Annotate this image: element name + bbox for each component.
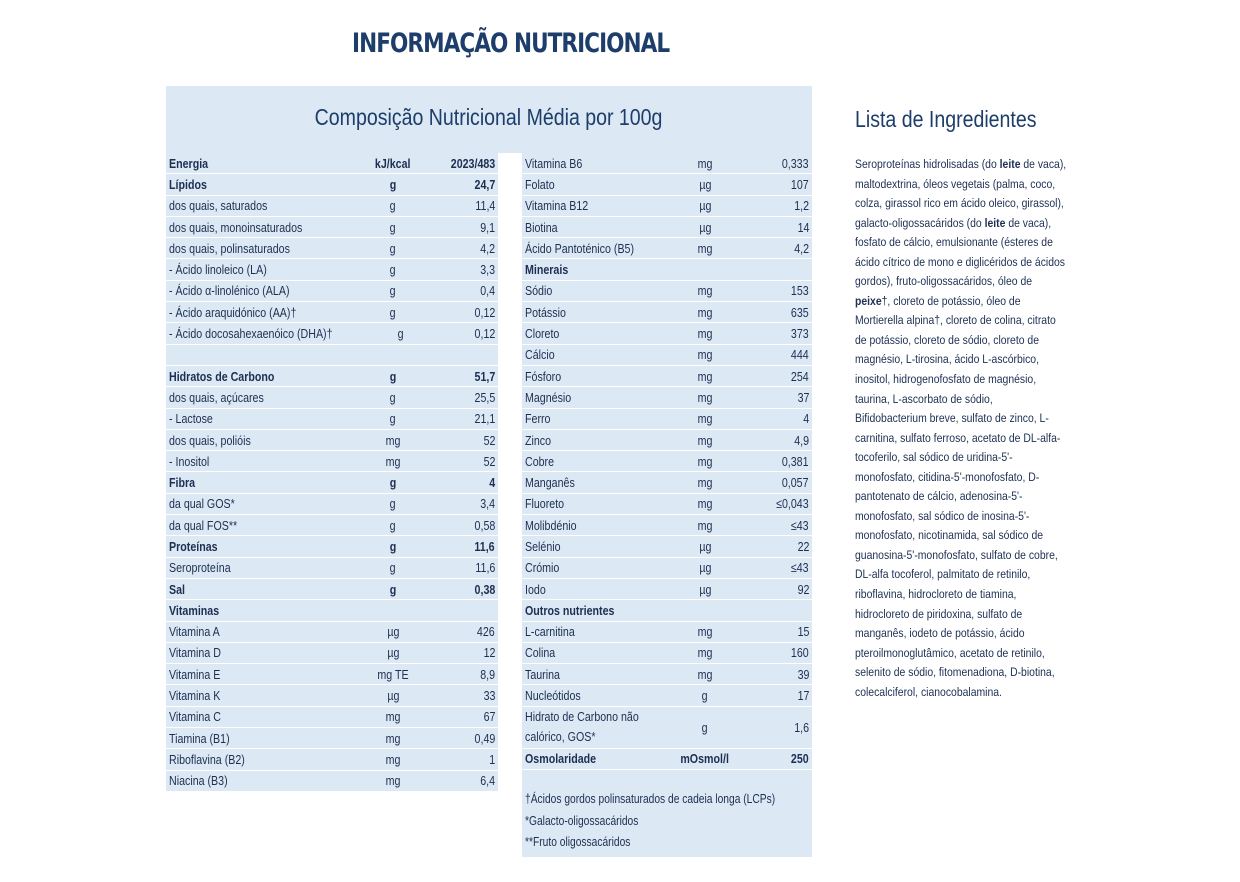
table-row <box>166 409 498 430</box>
nutrient-value: 0,4 <box>480 283 495 299</box>
nutrient-name: Hidratos de Carbono <box>169 368 275 384</box>
nutrient-unit: mg <box>697 645 713 661</box>
table-row <box>522 366 812 387</box>
nutrient-unit <box>670 603 740 618</box>
nutrient-value: 11,6 <box>475 560 495 576</box>
nutrient-unit: g <box>389 176 397 192</box>
table-row <box>522 685 812 706</box>
nutrient-value: 4 <box>489 475 495 491</box>
nutrient-value: 14 <box>797 219 809 235</box>
nutrient-name: Sal <box>169 581 186 597</box>
nutrient-name: Molibdénio <box>525 517 577 533</box>
table-row <box>166 196 498 217</box>
nutrient-unit: g <box>390 560 396 576</box>
nutrient-name: Niacina (B3) <box>169 773 228 789</box>
nutrient-unit: µg <box>386 624 400 640</box>
footnote-fos: **Fruto oligossacáridos <box>525 835 631 850</box>
ingredients-line: colecalciferol, cianocobalamina. <box>855 684 1002 699</box>
nutrient-unit: g <box>390 389 396 405</box>
table-row <box>166 153 498 174</box>
nutrient-name: Proteínas <box>169 538 218 554</box>
nutrient-unit <box>358 603 428 618</box>
nutrient-value: 4,2 <box>794 240 809 256</box>
nutrient-name: Sódio <box>525 283 553 299</box>
nutrient-value: 1 <box>489 751 495 767</box>
nutrient-unit: µg <box>698 176 712 192</box>
ingredients-line: guanosina-5'-monofosfato, sulfato de cobre, <box>855 547 1058 562</box>
nutrient-value: 635 <box>791 304 809 320</box>
table-row <box>166 643 498 664</box>
nutrient-name: Vitamina B6 <box>525 155 583 171</box>
ingredients-line: magnésio, L-tirosina, ácido L-ascórbico, <box>855 352 1039 367</box>
table-row <box>166 430 498 451</box>
table-row <box>166 259 498 280</box>
nutrient-value: 9,1 <box>480 219 495 235</box>
table-row <box>522 749 812 770</box>
ingredients-line: taurina, L-ascorbato de sódio, <box>855 391 993 406</box>
table-row <box>522 387 812 408</box>
ingredients-line: Seroproteínas hidrolisadas (do leite de vaca), <box>855 157 1067 171</box>
ingredients-line: selenito de sódio, fitomenadiona, D-biotina, <box>855 665 1055 680</box>
ingredients-list <box>855 155 1115 702</box>
nutrient-value: 0,333 <box>782 155 809 171</box>
table-row <box>522 174 812 195</box>
nutrient-value: 0,12 <box>474 326 495 342</box>
ingredients-line: Bifidobacterium breve, sulfato de zinco, L- <box>855 411 1049 426</box>
nutrient-value: 0,38 <box>474 581 495 597</box>
nutrient-name: Manganês <box>525 475 575 491</box>
nutrient-name: Selénio <box>525 538 561 554</box>
table-row <box>166 728 498 749</box>
table-row <box>166 707 498 728</box>
table-row <box>522 217 812 238</box>
nutrient-value: 444 <box>791 347 809 363</box>
nutrient-unit: mg <box>697 326 713 342</box>
table-row <box>522 558 812 579</box>
footnote-gos: *Galacto-oligossacáridos <box>525 813 639 828</box>
nutrient-name: Riboflavina (B2) <box>169 751 245 767</box>
nutrient-unit: g <box>390 262 396 278</box>
nutrient-name: Tiamina (B1) <box>169 730 230 746</box>
nutrient-unit: µg <box>698 560 712 576</box>
nutrient-value: 4 <box>803 411 809 427</box>
nutrient-name: Ácido Pantoténico (B5) <box>525 240 635 256</box>
nutrient-value: 426 <box>477 624 495 640</box>
table-row <box>522 494 812 515</box>
nutrient-unit: µg <box>386 645 400 661</box>
nutrient-unit: mOsmol/l <box>680 751 730 767</box>
nutrient-name: - Ácido α-linolénico (ALA) <box>169 283 290 299</box>
nutrient-unit: µg <box>698 581 712 597</box>
table-row <box>166 685 498 706</box>
nutrient-value: 92 <box>797 581 809 597</box>
table-row <box>522 345 812 366</box>
table-row <box>522 409 812 430</box>
nutrient-name: Vitamina E <box>169 666 221 682</box>
nutrient-name: Energia <box>169 155 209 171</box>
nutrient-value: 373 <box>791 326 809 342</box>
nutrient-name: Fluoreto <box>525 496 565 512</box>
nutrient-name: Vitamina B12 <box>525 198 589 214</box>
nutrient-value: 250 <box>791 751 809 767</box>
nutrient-unit: g <box>389 368 397 384</box>
nutrient-name: - Ácido linoleico (LA) <box>169 262 267 278</box>
nutrient-unit: mg <box>697 517 713 533</box>
nutrient-unit: mg <box>697 496 713 512</box>
nutrient-name: - Lactose <box>169 411 213 427</box>
nutrient-name: Biotina <box>525 219 558 235</box>
nutrient-value: 4,2 <box>480 240 495 256</box>
nutrient-unit <box>358 347 428 362</box>
nutrient-unit: g <box>389 475 397 491</box>
nutrient-value <box>428 347 498 362</box>
nutrient-value: 52 <box>483 432 495 448</box>
ingredients-line: tocoferilo, sal sódico de uridina-5'- <box>855 450 1013 465</box>
nutrient-value: ≤0,043 <box>776 496 809 512</box>
ingredients-line: carnitina, sulfato ferroso, acetato de DL-alfa- <box>855 430 1061 445</box>
ingredients-line: hidrocloreto de piridoxina, sulfato de <box>855 606 1023 621</box>
ingredients-line: gordos), fruto-oligossacáridos, óleo de <box>855 274 1033 289</box>
nutrient-unit: mg <box>697 475 713 491</box>
nutrient-unit: mg <box>697 666 713 682</box>
table-row <box>522 196 812 217</box>
nutrient-value: 160 <box>791 645 809 661</box>
nutrient-unit: kJ/kcal <box>375 155 411 171</box>
nutrient-name: Cálcio <box>525 347 555 363</box>
nutrient-value: 39 <box>797 666 809 682</box>
nutrient-value: 67 <box>483 709 495 725</box>
nutrient-name: Iodo <box>525 581 546 597</box>
nutrient-unit: mg TE <box>377 666 409 682</box>
nutrient-name: Fibra <box>169 475 196 491</box>
nutrition-table-right <box>522 153 812 857</box>
table-row <box>166 494 498 515</box>
nutrient-unit: mg <box>385 751 401 767</box>
table-row <box>522 302 812 323</box>
nutrient-name: da qual FOS** <box>169 517 238 533</box>
nutrition-table-left <box>166 153 498 792</box>
nutrient-unit: g <box>390 219 396 235</box>
nutrient-unit: g <box>702 688 708 704</box>
nutrient-value <box>740 603 812 618</box>
nutrient-value: 3,4 <box>480 496 495 512</box>
nutrient-unit: mg <box>697 389 713 405</box>
page-title: INFORMAÇÃO NUTRICIONAL <box>352 28 670 59</box>
nutrient-value: 11,6 <box>474 538 495 554</box>
nutrient-value: 12 <box>483 645 495 661</box>
nutrient-unit: mg <box>697 283 713 299</box>
table-row <box>522 536 812 557</box>
table-row <box>166 622 498 643</box>
table-row <box>166 558 498 579</box>
table-row <box>166 281 498 302</box>
nutrient-value: 15 <box>797 624 809 640</box>
nutrient-name: - Ácido docosahexaenóico (DHA)† <box>169 326 333 342</box>
nutrient-value: 2023/483 <box>450 155 495 171</box>
nutrient-name <box>166 347 358 362</box>
nutrient-unit: mg <box>697 304 713 320</box>
nutrient-unit: mg <box>697 240 713 256</box>
ingredients-line: fosfato de cálcio, emulsionante (ésteres de <box>855 235 1053 250</box>
table-row <box>166 515 498 536</box>
table-row <box>522 430 812 451</box>
table-row <box>522 707 812 749</box>
table-row <box>166 771 498 792</box>
nutrient-name: Vitamina D <box>169 645 221 661</box>
nutrient-unit: mg <box>697 155 713 171</box>
nutrient-unit <box>670 262 740 277</box>
table-row <box>522 643 812 664</box>
table-row <box>522 323 812 344</box>
nutrient-value: ≤43 <box>791 560 809 576</box>
table-row <box>522 238 812 259</box>
nutrient-name: Vitamina A <box>169 624 220 640</box>
nutrient-name: Cobre <box>525 453 555 469</box>
table-row <box>166 749 498 770</box>
ingredients-line: pantotenato de cálcio, adenosina-5'- <box>855 489 1023 504</box>
nutrient-unit: g <box>390 411 396 427</box>
nutrient-unit: mg <box>697 368 713 384</box>
nutrient-value: 11,4 <box>475 198 495 214</box>
nutrient-name: Folato <box>525 176 555 192</box>
nutrient-name: - Inositol <box>169 453 210 469</box>
table-row <box>166 579 498 600</box>
nutrient-value: 21,1 <box>474 411 495 427</box>
ingredients-line: monofosfato, nicotinamida, sal sódico de <box>855 528 1044 543</box>
nutrient-name: Vitaminas <box>169 602 220 618</box>
table-row <box>522 515 812 536</box>
nutrient-name: Hidrato de Carbono não calórico, GOS* <box>525 709 639 745</box>
nutrient-unit: g <box>390 304 396 320</box>
table-row <box>522 281 812 302</box>
nutrient-value: 3,3 <box>480 262 495 278</box>
nutrient-name: Outros nutrientes <box>525 602 615 618</box>
table-row <box>166 174 498 195</box>
nutrient-name: L-carnitina <box>525 624 575 640</box>
ingredients-line: maltodextrina, óleos vegetais (palma, coco, <box>855 176 1056 191</box>
nutrient-name: da qual GOS* <box>169 496 235 512</box>
table-row <box>522 664 812 685</box>
nutrient-name: Minerais <box>525 262 569 278</box>
nutrient-unit: mg <box>385 432 401 448</box>
nutrient-unit: µg <box>386 688 400 704</box>
ingredients-line: riboflavina, hidrocloreto de tiamina, <box>855 587 1017 602</box>
nutrient-value: ≤43 <box>791 517 809 533</box>
nutrient-value: 25,5 <box>474 389 495 405</box>
table-row <box>166 217 498 238</box>
table-row <box>166 345 498 366</box>
nutrient-unit: mg <box>697 432 713 448</box>
nutrient-value: 107 <box>791 176 809 192</box>
ingredients-line: Mortierella alpina†, cloreto de colina, citrato <box>855 313 1056 328</box>
ingredients-line: inositol, hidrogenofosfato de magnésio, <box>855 372 1037 387</box>
table-row <box>166 472 498 493</box>
ingredients-line: monofosfato, citidina-5'-monofosfato, D- <box>855 469 1040 484</box>
nutrient-name: Zinco <box>525 432 552 448</box>
nutrient-value: 0,381 <box>782 453 809 469</box>
nutrient-name: dos quais, monoinsaturados <box>169 219 303 235</box>
nutrient-value: 22 <box>797 538 809 554</box>
nutrient-value: 51,7 <box>474 368 495 384</box>
nutrient-value: 37 <box>797 389 809 405</box>
table-title: Composição Nutricional Média por 100g <box>315 104 663 130</box>
nutrient-unit: g <box>702 719 708 735</box>
ingredients-line: manganês, iodeto de potássio, ácido <box>855 626 1025 641</box>
nutrient-unit: µg <box>698 538 712 554</box>
nutrient-value: 153 <box>791 283 809 299</box>
nutrient-unit: g <box>390 496 396 512</box>
nutrient-unit: mg <box>697 624 713 640</box>
nutrient-unit: mg <box>697 411 713 427</box>
nutrient-unit: g <box>397 326 404 342</box>
nutrient-value <box>740 262 812 277</box>
nutrient-name: dos quais, açúcares <box>169 389 264 405</box>
nutrient-name: Cloreto <box>525 326 560 342</box>
ingredients-line: DL-alfa tocoferol, palmitato de retinilo, <box>855 567 1031 582</box>
ingredients-line: de potássio, cloreto de sódio, cloreto de <box>855 332 1039 347</box>
table-row <box>166 387 498 408</box>
nutrient-value: 0,49 <box>474 730 495 746</box>
ingredients-line: peixe†, cloreto de potássio, óleo de <box>855 293 1021 308</box>
table-row <box>166 451 498 472</box>
nutrient-name: - Ácido araquidónico (AA)† <box>169 304 297 320</box>
nutrient-name: dos quais, saturados <box>169 198 268 214</box>
nutrient-name: Taurina <box>525 666 560 682</box>
nutrient-name: Seroproteína <box>169 560 231 576</box>
ingredients-line: colza, girassol rico em ácido oleico, girassol), <box>855 196 1064 211</box>
nutrient-unit: g <box>390 283 396 299</box>
nutrient-unit: g <box>390 198 396 214</box>
nutrient-unit: mg <box>697 347 713 363</box>
footnotes <box>522 770 812 857</box>
footnote-lcp: †Ácidos gordos polinsaturados de cadeia longa (LCPs) <box>525 792 776 807</box>
ingredients-line: ácido cítrico de mono e diglicéridos de ácidos <box>855 254 1066 269</box>
table-row <box>522 259 812 280</box>
nutrient-value: 1,2 <box>794 198 809 214</box>
table-row <box>522 622 812 643</box>
table-row <box>522 153 812 174</box>
nutrient-name: Lípidos <box>169 176 207 192</box>
nutrient-name: Crómio <box>525 560 560 576</box>
nutrient-unit: µg <box>698 198 712 214</box>
table-row <box>166 366 498 387</box>
table-row <box>522 579 812 600</box>
nutrient-name: Colina <box>525 645 556 661</box>
nutrient-value: 0,58 <box>474 517 495 533</box>
ingredients-title: Lista de Ingredientes <box>855 106 1037 132</box>
nutrient-value: 4,9 <box>794 432 809 448</box>
nutrient-value: 24,7 <box>474 176 495 192</box>
nutrient-unit: mg <box>385 453 401 469</box>
nutrient-unit: mg <box>385 773 401 789</box>
table-row <box>166 238 498 259</box>
nutrient-value: 33 <box>483 688 495 704</box>
table-row <box>522 600 812 621</box>
table-row <box>166 536 498 557</box>
nutrient-unit: mg <box>385 709 401 725</box>
table-row <box>166 323 498 344</box>
nutrient-unit: µg <box>698 219 712 235</box>
ingredients-line: galacto-oligossacáridos (do leite de vaca), <box>855 215 1052 230</box>
nutrient-name: Osmolaridade <box>525 751 597 767</box>
nutrient-value <box>428 603 498 618</box>
nutrient-name: dos quais, polióis <box>169 432 251 448</box>
nutrient-name: Magnésio <box>525 389 572 405</box>
nutrient-name: Fósforo <box>525 368 562 384</box>
table-row <box>522 451 812 472</box>
table-row <box>522 472 812 493</box>
nutrient-value: 8,9 <box>480 666 495 682</box>
nutrient-name: dos quais, polinsaturados <box>169 240 290 256</box>
nutrient-unit: g <box>390 240 396 256</box>
nutrient-name: Vitamina C <box>169 709 221 725</box>
table-row <box>166 600 498 621</box>
ingredients-line: monofosfato, sal sódico de inosina-5'- <box>855 508 1030 523</box>
nutrient-name: Ferro <box>525 411 551 427</box>
nutrient-unit: g <box>390 517 396 533</box>
nutrient-unit: g <box>389 538 397 554</box>
nutrient-unit: mg <box>385 730 401 746</box>
nutrient-value: 0,12 <box>474 304 495 320</box>
nutrient-value: 52 <box>483 453 495 469</box>
nutrient-value: 1,6 <box>794 719 809 735</box>
nutrient-name: Vitamina K <box>169 688 221 704</box>
nutrient-value: 0,057 <box>782 475 809 491</box>
nutrient-name: Potássio <box>525 304 566 320</box>
nutrient-unit: g <box>389 581 397 597</box>
table-row <box>166 302 498 323</box>
nutrient-value: 6,4 <box>480 773 495 789</box>
nutrient-name: Nucleótidos <box>525 688 581 704</box>
nutrient-unit: mg <box>697 453 713 469</box>
nutrient-value: 17 <box>797 688 809 704</box>
nutrient-value: 254 <box>791 368 809 384</box>
table-row <box>166 664 498 685</box>
ingredients-line: pteroilmonoglutâmico, acetato de retinilo, <box>855 645 1045 660</box>
